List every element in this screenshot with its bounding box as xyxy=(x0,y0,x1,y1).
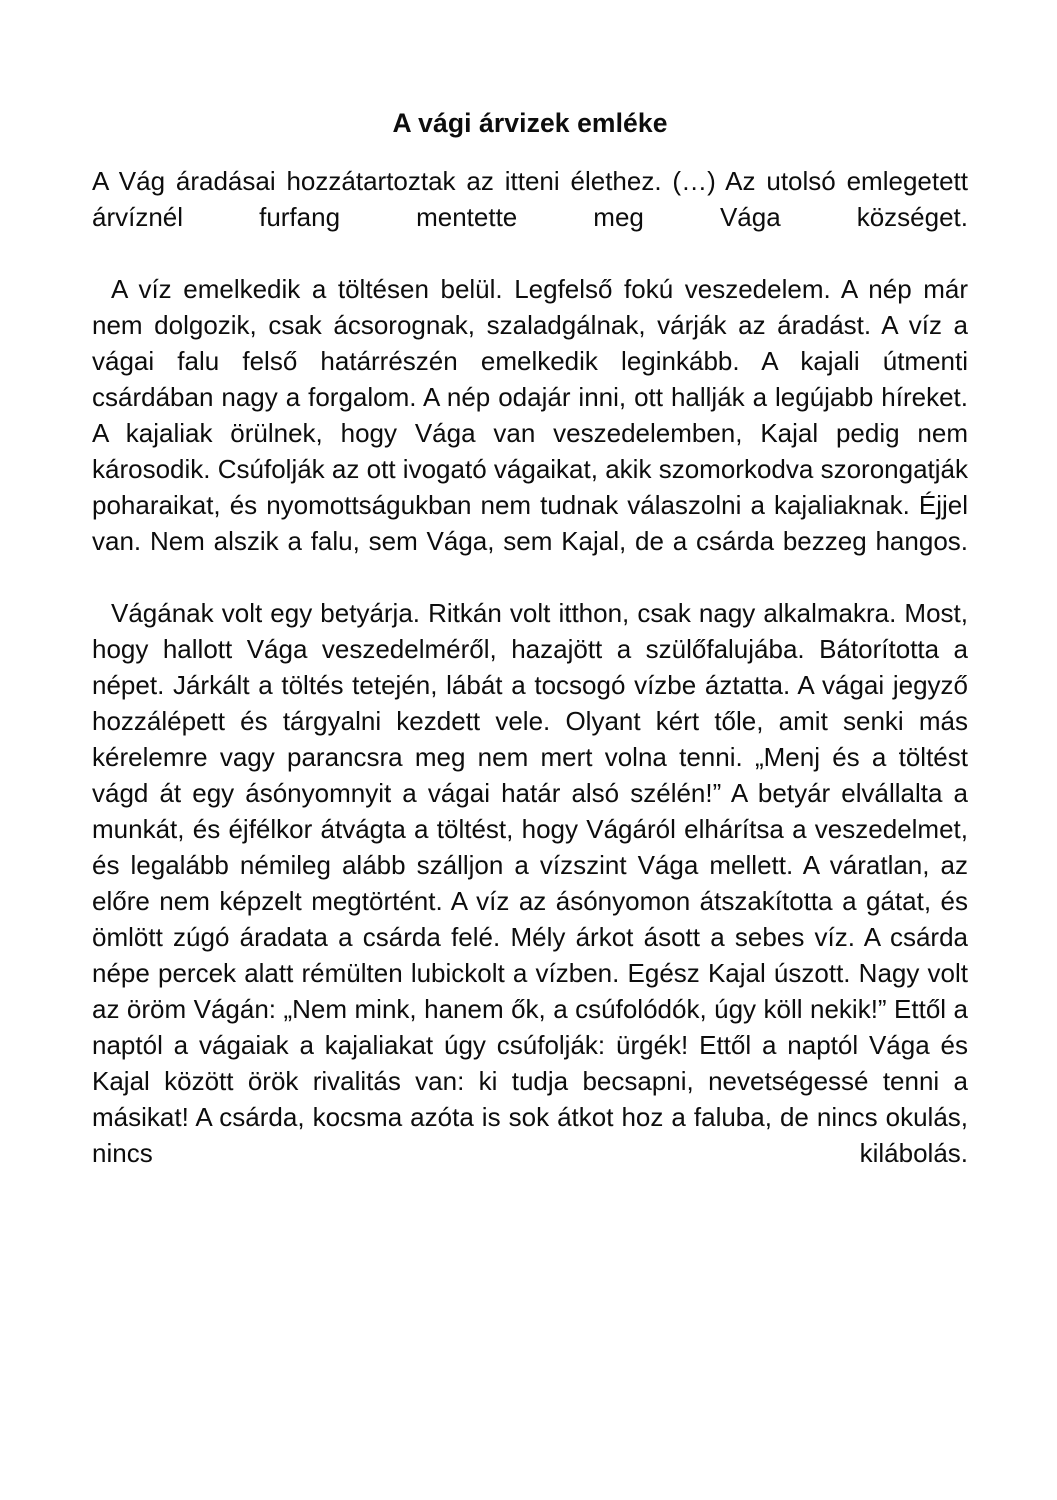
paragraph: Vágának volt egy betyárja. Ritkán volt itthon, csak nagy alkalmakra. Most, hogy hallott Vága veszedelméről, hazajött a szülőfalujába. Bátorította a népet. Járkált a töltés tetején, lábát a tocsogó vízbe áztatta. A vágai jegyző hozzálépett és tárgyalni kezdett vele. Olyant kért tőle, amit senki más kérelemre vagy parancsra meg nem mert volna tenni. „Menj és a töltést vágd át egy ásónyomnyit a vágai határ alsó szélén!” A betyár elvállalta a munkát, és éjfélkor átvágta a töltést, hogy Vágáról elhárítsa a veszedelmet, és legalább némileg alább szálljon a vízszint Vága mellett. A váratlan, az előre nem képzelt megtörtént. A víz az ásónyomon átszakította a gátat, és ömlött zúgó áradata a csárda felé. Mély árkot ásott a sebes víz. A csárda népe percek alatt rémülten lubickolt a vízben. Egész Kajal úszott. Nagy volt az öröm Vágán: „Nem mink, hanem ők, a csúfolódók, úgy köll nekik!” Ettől a naptól a vágaiak a kajaliakat úgy csúfolják: ürgék! Ettől a naptól Vága és Kajal között örök rivalitás van: ki tudja becsapni, nevetségessé tenni a másikat! A csárda, kocsma azóta is sok átkot hoz a faluba, de nincs okulás, nincs kilábolás. xyxy=(92,598,968,1168)
document-body xyxy=(92,163,968,1207)
page-title: A vági árvizek emléke xyxy=(392,107,668,138)
paragraph: A Vág áradásai hozzátartoztak az itteni élethez. (…) Az utolsó emlegetett árvíznél furfang mentette meg Vága községet. xyxy=(92,166,968,232)
paragraph: A víz emelkedik a töltésen belül. Legfelső fokú veszedelem. A nép már nem dolgozik, csak ácsorognak, szaladgálnak, várják az áradást. A víz a vágai falu felső határrészén emelkedik leginkább. A kajali útmenti csárdában nagy a forgalom. A nép odajár inni, ott hallják a legújabb híreket. A kajaliak örülnek, hogy Vága van veszedelemben, Kajal pedig nem károsodik. Csúfolják az ott ivogató vágaikat, akik szomorkodva szorongatják poharaikat, és nyomottságukban nem tudnak válaszolni a kajaliaknak. Éjjel van. Nem alszik a falu, sem Vága, sem Kajal, de a csárda bezzeg hangos. xyxy=(92,274,968,556)
